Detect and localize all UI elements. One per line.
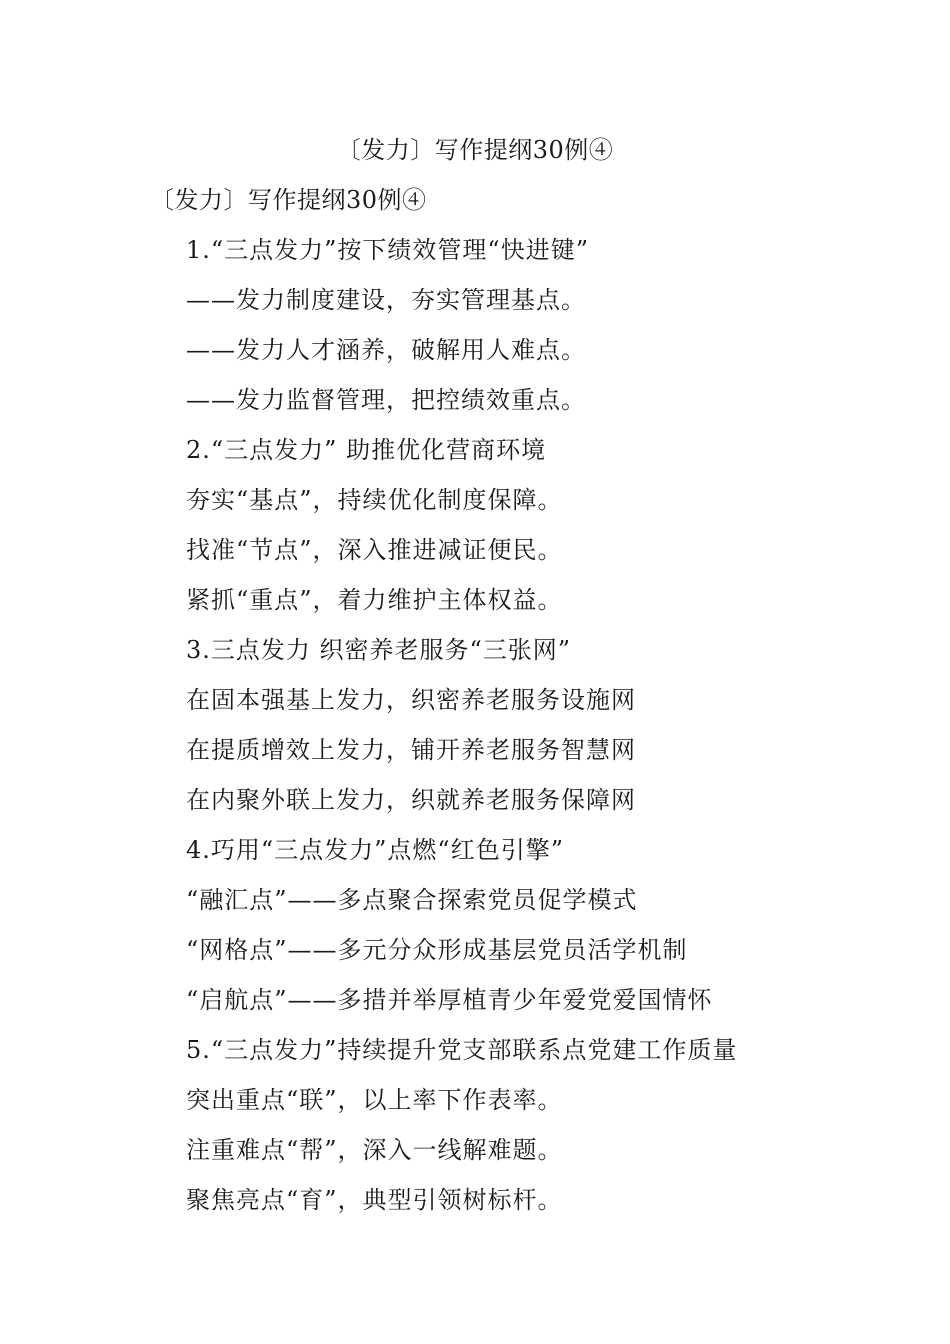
outline-heading-3: 3.三点发力 织密养老服务“三张网” [186,636,572,664]
outline-point: 突出重点“联”，以上率下作表率。 [186,1086,563,1114]
outline-heading-2: 2.“三点发力” 助推优化营商环境 [186,436,547,464]
outline-point: “融汇点”——多点聚合探索党员促学模式 [186,886,638,914]
outline-point: ——发力监督管理，把控绩效重点。 [186,386,586,414]
outline-point: 在固本强基上发力，织密养老服务设施网 [186,686,636,714]
outline-point: 在内聚外联上发力，织就养老服务保障网 [186,786,636,814]
outline-point: ——发力人才涵养，破解用人难点。 [186,336,586,364]
outline-point: 注重难点“帮”，深入一线解难题。 [186,1136,563,1164]
outline-point: ——发力制度建设，夯实管理基点。 [186,286,586,314]
document-body [186,230,886,1230]
document-subtitle: 〔发力〕写作提纲30例④ [150,186,427,214]
document-title: 〔发力〕写作提纲30例④ [336,136,614,164]
outline-point: 夯实“基点”，持续优化制度保障。 [186,486,563,514]
outline-point: 聚焦亮点“育”，典型引领树标杆。 [186,1186,563,1214]
outline-point: “网格点”——多元分众形成基层党员活学机制 [186,936,688,964]
outline-point: 在提质增效上发力，铺开养老服务智慧网 [186,736,636,764]
outline-heading-1: 1.“三点发力”按下绩效管理“快进键” [186,236,589,264]
outline-point: 找准“节点”，深入推进减证便民。 [186,536,563,564]
outline-point: 紧抓“重点”，着力维护主体权益。 [186,586,563,614]
outline-point: “启航点”——多措并举厚植青少年爱党爱国情怀 [186,986,713,1014]
outline-heading-4: 4.巧用“三点发力”点燃“红色引擎” [186,836,564,864]
outline-heading-5: 5.“三点发力”持续提升党支部联系点党建工作质量 [186,1036,738,1064]
